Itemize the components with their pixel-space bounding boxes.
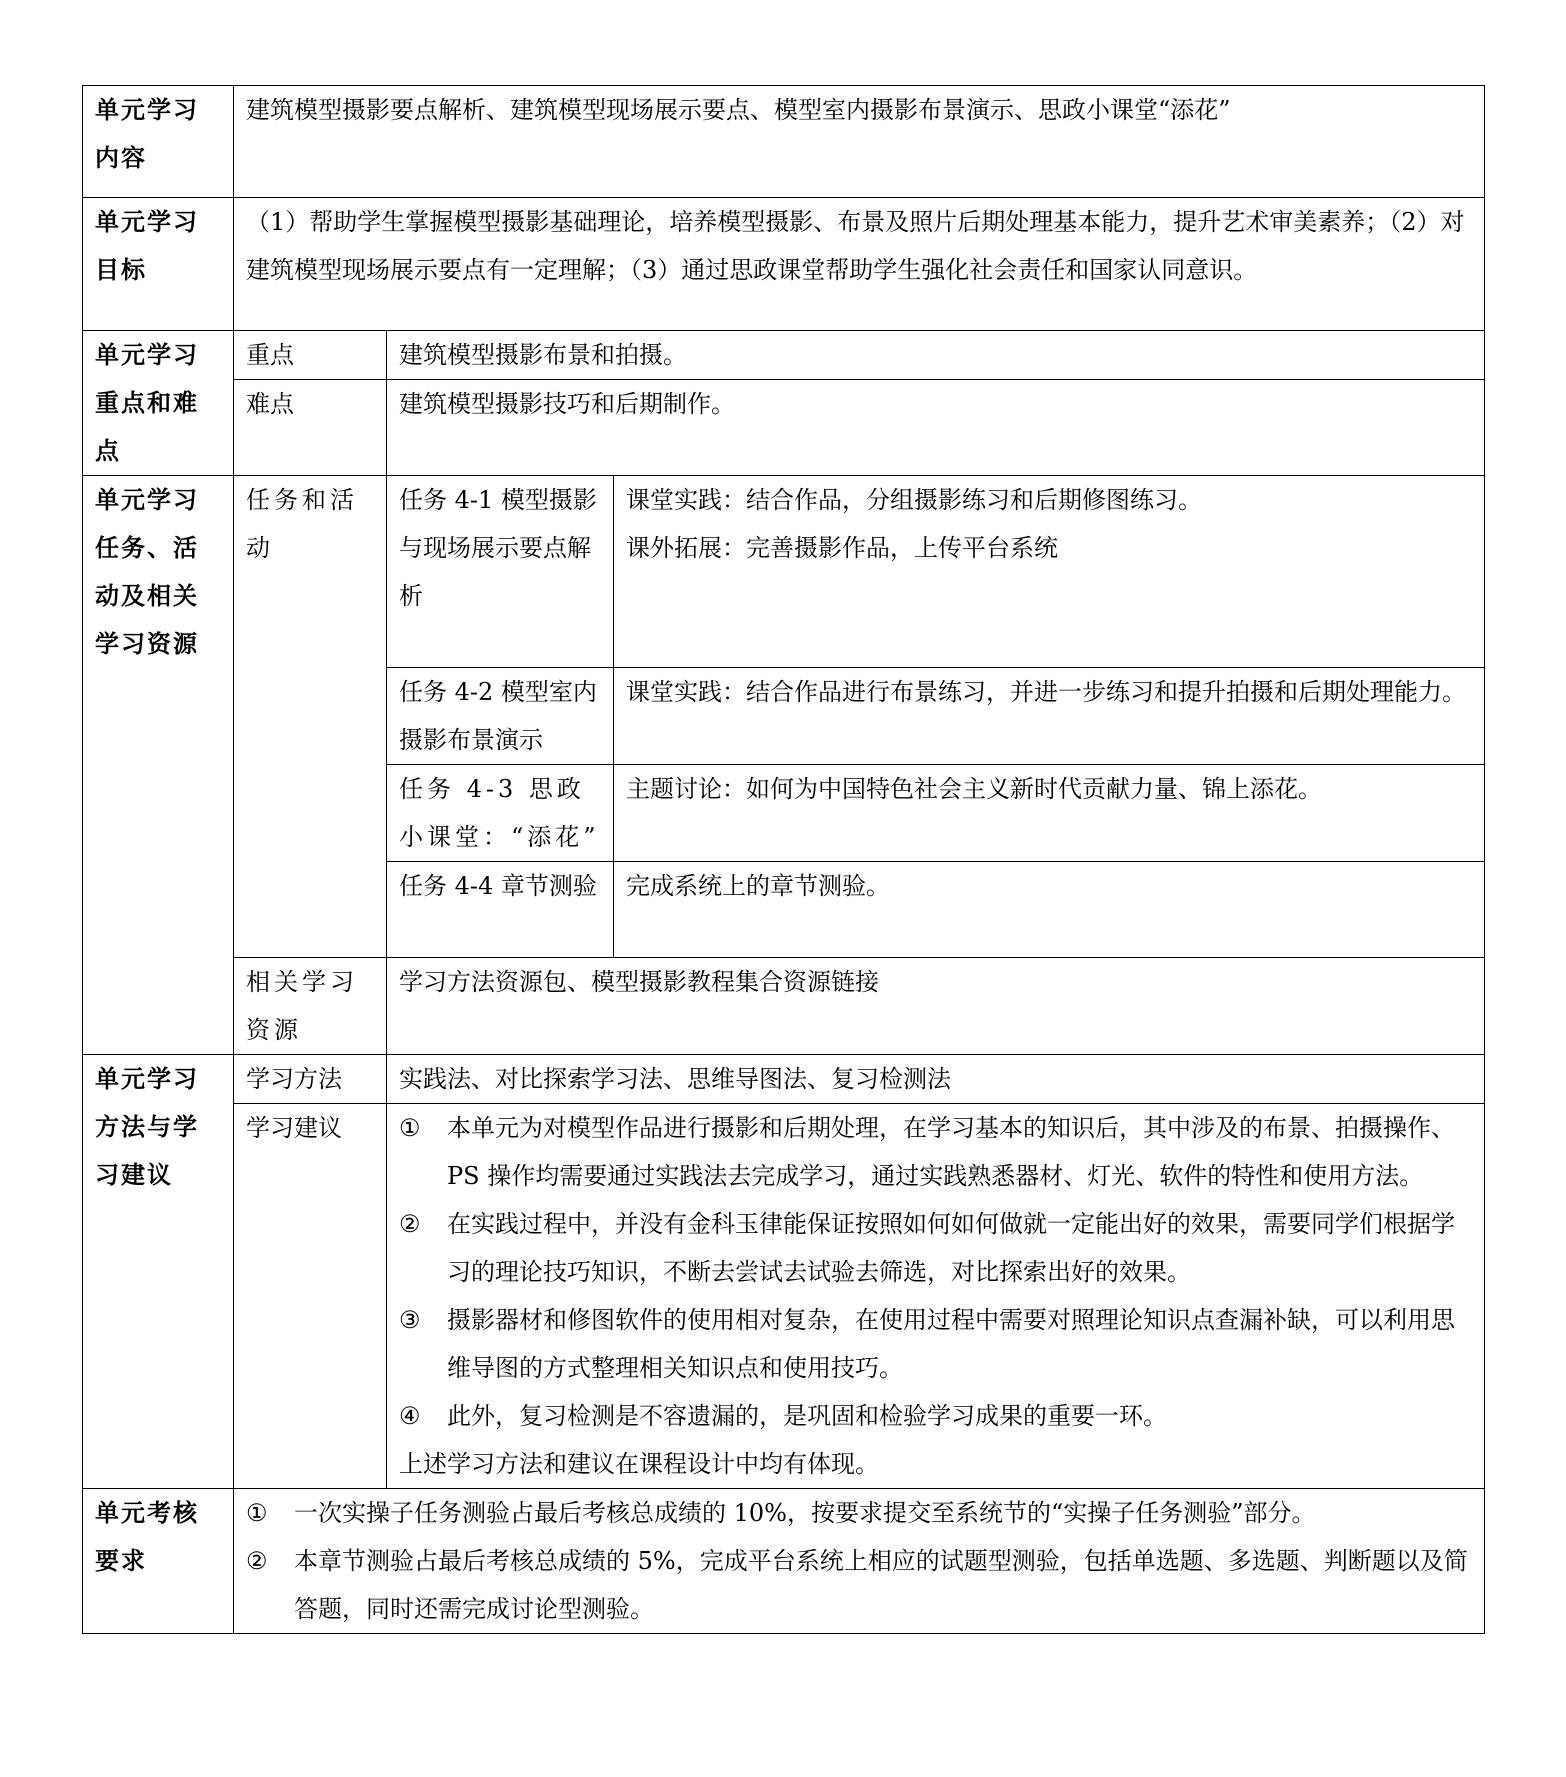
row-learning-advice: [83, 1104, 1485, 1489]
advice-text: 在实践过程中，并没有金科玉律能保证按照如何如何做就一定能出好的效果，需要同学们根据学习的理论技巧知识，不断去尝试去试验去筛选，对比探索出好的效果。: [447, 1210, 1455, 1286]
row-difficult-point: [83, 380, 1485, 476]
label-methods-and-advice: 单元学习方法与学习建议: [83, 1055, 234, 1489]
label-difficult-point: 难点: [234, 380, 387, 476]
task-detail: [614, 765, 1485, 862]
advice-footer: 上述学习方法和建议在课程设计中均有体现。: [399, 1450, 879, 1478]
task-detail-line: 完成系统上的章节测验。: [626, 872, 890, 900]
advice-number: ②: [399, 1210, 421, 1238]
label-related-resources: 相关学习资源: [234, 958, 387, 1055]
row-unit-content: [83, 86, 1485, 198]
assessment-item: [246, 1537, 1474, 1633]
related-resources-text: 学习方法资源包、模型摄影教程集合资源链接: [387, 958, 1485, 1055]
task-detail-line: 课外拓展：完善摄影作品，上传平台系统: [626, 534, 1058, 562]
assessment-number: ①: [246, 1499, 268, 1527]
task-detail-line: 主题讨论：如何为中国特色社会主义新时代贡献力量、锦上添花。: [626, 775, 1322, 803]
label-key-and-difficult-points: 单元学习重点和难点: [83, 331, 234, 476]
difficult-point-text: 建筑模型摄影技巧和后期制作。: [387, 380, 1485, 476]
label-learning-advice: 学习建议: [234, 1104, 387, 1489]
assessment-list: [246, 1489, 1474, 1633]
unit-objectives-text: （1）帮助学生掌握模型摄影基础理论，培养模型摄影、布景及照片后期处理基本能力，提升艺术审美素养；（2）对建筑模型现场展示要点有一定理解；（3）通过思政课堂帮助学生强化社会责任和国家认同意识。: [234, 198, 1485, 331]
advice-item: [399, 1104, 1474, 1200]
task-detail: [614, 862, 1485, 958]
advice-number: ④: [399, 1402, 421, 1430]
learning-methods-text: 实践法、对比探索学习法、思维导图法、复习检测法: [387, 1055, 1485, 1104]
advice-number: ①: [399, 1114, 421, 1142]
label-tasks-and-activities: 任务和活动: [234, 476, 387, 958]
unit-content-text: 建筑模型摄影要点解析、建筑模型现场展示要点、模型室内摄影布景演示、思政小课堂“添花”: [234, 86, 1485, 198]
advice-text: 此外，复习检测是不容遗漏的，是巩固和检验学习成果的重要一环。: [447, 1402, 1167, 1430]
label-assessment: 单元考核要求: [83, 1489, 234, 1634]
advice-list: [399, 1104, 1474, 1440]
advice-text: 本单元为对模型作品进行摄影和后期处理，在学习基本的知识后，其中涉及的布景、拍摄操作、PS 操作均需要通过实践法去完成学习，通过实践熟悉器材、灯光、软件的特性和使用方法。: [447, 1114, 1455, 1190]
task-name: 任务 4-1 模型摄影与现场展示要点解析: [387, 476, 614, 668]
row-task-4-1: [83, 476, 1485, 668]
task-detail-line: 课堂实践：结合作品进行布景练习，并进一步练习和提升拍摄和后期处理能力。: [626, 678, 1466, 706]
advice-item: [399, 1200, 1474, 1296]
advice-number: ③: [399, 1306, 421, 1334]
advice-text: 摄影器材和修图软件的使用相对复杂，在使用过程中需要对照理论知识点查漏补缺，可以利用思维导图的方式整理相关知识点和使用技巧。: [447, 1306, 1455, 1382]
label-key-point: 重点: [234, 331, 387, 380]
key-point-text: 建筑模型摄影布景和拍摄。: [387, 331, 1485, 380]
row-assessment: [83, 1489, 1485, 1634]
advice-item: [399, 1392, 1474, 1440]
task-detail-line: 课堂实践：结合作品，分组摄影练习和后期修图练习。: [626, 486, 1202, 514]
row-unit-objectives: [83, 198, 1485, 331]
label-unit-objectives: 单元学习目标: [83, 198, 234, 331]
unit-plan-table: [82, 85, 1485, 1634]
label-learning-methods: 学习方法: [234, 1055, 387, 1104]
task-detail: [614, 668, 1485, 765]
advice-item: [399, 1296, 1474, 1392]
assessment-content: [234, 1489, 1485, 1634]
row-related-resources: [83, 958, 1485, 1055]
label-tasks-activities-resources: 单元学习任务、活动及相关学习资源: [83, 476, 234, 1055]
assessment-number: ②: [246, 1547, 268, 1575]
task-detail: [614, 476, 1485, 668]
assessment-item: [246, 1489, 1474, 1537]
label-unit-content: 单元学习内容: [83, 86, 234, 198]
row-key-point: [83, 331, 1485, 380]
assessment-text: 一次实操子任务测验占最后考核总成绩的 10%，按要求提交至系统节的“实操子任务测验”部分。: [294, 1499, 1316, 1527]
row-learning-methods: [83, 1055, 1485, 1104]
assessment-text: 本章节测验占最后考核总成绩的 5%，完成平台系统上相应的试题型测验，包括单选题、多选题、判断题以及简答题，同时还需完成讨论型测验。: [294, 1547, 1468, 1623]
task-name: 任务 4-2 模型室内摄影布景演示: [387, 668, 614, 765]
learning-advice-content: [387, 1104, 1485, 1489]
task-name: 任务 4-4 章节测验: [387, 862, 614, 958]
task-name: 任务 4-3 思政小课堂：“添花”: [387, 765, 614, 862]
